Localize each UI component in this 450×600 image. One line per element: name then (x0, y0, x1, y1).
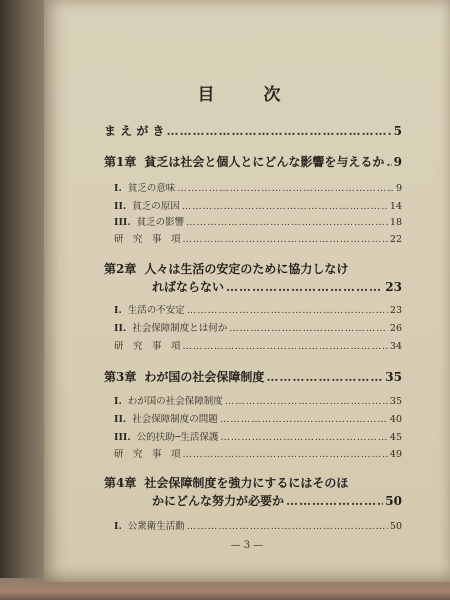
chapter-number: 第2章 (104, 262, 137, 276)
item-number: I. (114, 183, 122, 194)
item-number: II. (114, 323, 127, 334)
leader-dots (386, 155, 391, 169)
toc-item (114, 446, 402, 460)
page-number: 23 (389, 305, 402, 316)
page-number: 9 (393, 155, 402, 169)
chapter-title: 貧乏は社会と個人とにどんな影響を与えるか (144, 155, 385, 169)
chapter-title-continued: かにどんな努力が必要か (152, 494, 285, 508)
toc-chapter-heading (104, 474, 348, 491)
toc-chapter (104, 368, 402, 385)
item-label: 生活の不安定 (127, 305, 185, 316)
leader-dots (167, 124, 392, 138)
page-number: 23 (385, 280, 402, 294)
page-number: 22 (389, 234, 402, 245)
item-label: わが国の社会保障制度 (127, 396, 223, 407)
leader-dots (183, 341, 388, 352)
page-footer-number: — 3 — (230, 540, 264, 551)
page-number: 18 (389, 217, 402, 228)
scan-dark-edge (0, 0, 46, 600)
toc-item (114, 518, 402, 532)
leader-dots (286, 494, 383, 508)
chapter-number: 第4章 (104, 476, 137, 490)
toc-title: 目 次 (197, 85, 297, 105)
item-label: 社会保障制度の問題 (132, 414, 218, 425)
page-number: 50 (389, 521, 402, 532)
chapter-title: わが国の社会保障制度 (144, 370, 265, 384)
toc-chapter (152, 492, 402, 509)
toc-item (114, 214, 402, 228)
item-label: 社会保障制度とは何か (132, 323, 228, 334)
chapter-title: 社会保障制度を強力にするにはそのほ (144, 476, 349, 490)
item-label: 研 究 事 項 (114, 341, 181, 352)
leader-dots (182, 201, 388, 212)
toc-item (114, 302, 402, 316)
toc-item (114, 429, 402, 443)
book-page (44, 0, 450, 582)
leader-dots (186, 217, 388, 228)
page-number: 34 (389, 341, 402, 352)
item-number: II. (114, 414, 127, 425)
leader-dots (183, 449, 388, 460)
page-number: 49 (389, 449, 402, 460)
leader-dots (187, 305, 388, 316)
toc-preface (104, 122, 402, 139)
page-number: 9 (395, 183, 402, 194)
chapter-title-continued: ればならない (152, 280, 225, 294)
item-label: 貧乏の意味 (127, 183, 176, 194)
item-number: II. (114, 201, 127, 212)
chapter-number: 第1章 (104, 155, 137, 169)
page-number: 50 (385, 494, 402, 508)
page-number: 45 (389, 432, 402, 443)
item-label: 公的扶助─生活保護 (136, 432, 219, 443)
page-number: 14 (389, 201, 402, 212)
chapter-number: 第3章 (104, 370, 137, 384)
leader-dots (225, 396, 388, 407)
item-label: 公衆衛生活動 (127, 521, 185, 532)
page-number: 35 (385, 370, 402, 384)
toc-item (114, 393, 402, 407)
toc-item (114, 338, 402, 352)
item-label: 貧乏の影響 (136, 217, 185, 228)
toc-chapter (152, 278, 402, 295)
page-number: 5 (393, 124, 402, 138)
table-of-contents (44, 0, 450, 582)
leader-dots (187, 521, 388, 532)
toc-item (114, 320, 402, 334)
item-label: 貧乏の原因 (132, 201, 180, 212)
leader-dots (229, 323, 388, 334)
toc-item (114, 411, 402, 425)
item-label: 研 究 事 項 (114, 449, 181, 460)
item-number: I. (114, 305, 122, 316)
toc-item (114, 180, 402, 194)
leader-dots (220, 432, 388, 443)
leader-dots (177, 183, 394, 194)
leader-dots (266, 370, 383, 384)
page-number: 26 (389, 323, 402, 334)
toc-chapter (104, 153, 402, 170)
toc-chapter-heading (104, 260, 348, 277)
leader-dots (220, 414, 388, 425)
toc-item (114, 231, 402, 245)
toc-item (114, 198, 402, 212)
item-label: 研 究 事 項 (114, 234, 181, 245)
item-number: I. (114, 521, 122, 532)
item-number: III. (114, 217, 131, 228)
chapter-title: 人々は生活の安定のために協力しなけ (144, 262, 349, 276)
page-number: 35 (389, 396, 402, 407)
item-number: III. (114, 432, 131, 443)
leader-dots (183, 234, 388, 245)
preface-label: ま え が き (104, 124, 165, 138)
item-number: I. (114, 396, 122, 407)
page-number: 40 (389, 414, 402, 425)
leader-dots (226, 280, 383, 294)
